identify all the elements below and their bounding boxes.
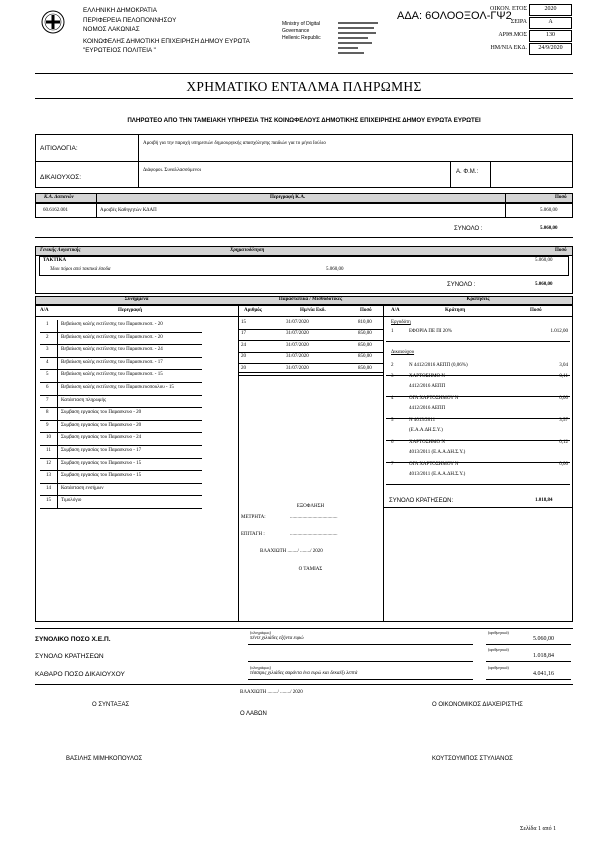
attachment-num: 11: [46, 447, 51, 453]
summary-underline: [248, 679, 473, 680]
summary-label: ΣΥΝΟΛΙΚΟ ΠΟΣΟ Χ.Ε.Π.: [35, 636, 111, 643]
withholdings-group-beneficiary: Δικαιούχου: [391, 350, 415, 355]
attachment-sep: [57, 396, 58, 408]
greek-emblem-icon: [41, 10, 65, 34]
withholding-amount: 0,12: [559, 440, 568, 445]
attachment-row: [40, 446, 202, 459]
org-line: ΕΛΛΗΝΙΚΗ ΔΗΜΟΚΡΑΤΙΑ: [83, 7, 157, 14]
meta-value: 130: [546, 32, 555, 38]
attachment-sep: [57, 433, 58, 445]
withholding-name: 4412/2016 ΑΕΠΠ: [409, 384, 446, 389]
withholding-num: 4: [391, 396, 394, 401]
exoflisi-label: ΕΞΟΦΛΗΣΗ: [296, 504, 325, 509]
ledger-sub-label: Ίδιοι πόροι από τακτικά έσοδα: [50, 267, 111, 272]
receipts-header: Παραστατικά / Μισθοδοτικές: [278, 297, 343, 302]
receipts-col-date: Ημ/νία Εκδ.: [300, 308, 326, 313]
attachment-desc: Βεβαίωση καλής εκτέλεσης του Παρασκευοπ. - 15: [61, 372, 163, 378]
attachment-sep: [57, 320, 58, 332]
receipts-date-line: ΒΛΑΧΙΩΤΗ ......../ ......../ 2020: [260, 549, 323, 554]
attachment-sep: [57, 471, 58, 483]
attachment-sep: [57, 370, 58, 382]
attachment-row: [40, 333, 202, 346]
ka-col-amount: Ποσό: [555, 195, 567, 200]
attachment-sep: [57, 333, 58, 345]
attachment-num: 13: [46, 473, 51, 479]
receipt-amount: 810,00: [358, 319, 372, 325]
attachment-row: [40, 383, 202, 396]
withholdings-col-name: Κράτηση: [445, 308, 466, 313]
summary-underline: [248, 661, 473, 662]
attachment-num: 7: [46, 397, 49, 403]
name-left: ΒΑΣΙΛΗΣ ΜΙΜΗΚΟΠΟΥΛΟΣ: [66, 756, 143, 762]
attachment-num: 15: [46, 498, 51, 504]
ledger-total: 5.060,00: [535, 282, 553, 287]
receipts-list: [238, 318, 383, 376]
summary-amount-line: [486, 679, 571, 680]
summary-amount: 4.041,16: [533, 671, 554, 677]
attachment-desc: Βεβαίωση καλής εκτέλεσης του Παρασκευοπ. - 17: [61, 359, 163, 365]
attachment-sep: [57, 484, 58, 496]
aitiologia-value: Αμοιβή για την παροχή υπηρεσιών δημιουργικής απασχόλησης παιδιών για το μήνα Ιούλιο: [143, 141, 326, 146]
signature-stamp: [338, 20, 380, 56]
ledger-sub-amount: 5.060,00: [326, 267, 344, 272]
withholding-num: 2: [391, 363, 394, 368]
attachment-row: [40, 433, 202, 446]
receipt-amount: 850,00: [358, 354, 372, 359]
attachment-desc: Βεβαίωση καλής εκτέλεσης του Παρασκευοπ. - 20: [61, 322, 163, 327]
withholdings-col-aa: Α/Α: [391, 308, 400, 313]
attachment-desc: Συμβαση εργασίας του Παρασκευο - 20: [61, 410, 142, 416]
attachment-desc: Βεβαίωση καλής εκτέλεσης του Παρασκευοπ. - 20: [61, 334, 163, 340]
attachment-row: [40, 345, 202, 358]
withholding-name: Ν 4013/2011: [409, 418, 436, 423]
withholding-name: ΕΦΟΡΙΑ ΠΕ ΠΙ 20%: [409, 329, 452, 334]
summary-num-hint: (αριθμητικά): [488, 647, 509, 652]
attachment-desc: Κατάσταση πληρωμής: [61, 397, 107, 403]
attachment-row: [40, 358, 202, 371]
signer-line: Hellenic Republic: [282, 35, 321, 41]
attachments-col-aa: Α/Α: [40, 308, 49, 313]
ka-total-label: ΣΥΝΟΛΟ :: [454, 226, 483, 232]
attachment-num: 12: [46, 460, 51, 466]
receipt-row: [238, 341, 383, 353]
withholding-num: 5: [391, 418, 394, 423]
dikaiouxos-value: Διάφοροι. Συναλλασσόμενοι: [143, 168, 201, 173]
attachment-sep: [57, 496, 58, 508]
attachment-desc: Βεβαίωση καλής εκτέλεσης του Παρασκευοπουλου - 15: [61, 384, 174, 390]
ada-code: ΑΔΑ: 6ΟΛΟΟΞΟΛ-ΓΨ2: [397, 10, 512, 22]
receipt-num: 17: [241, 331, 246, 336]
summary-words: πέντε χιλιάδες εξήντα ευρώ: [250, 636, 304, 641]
attachment-row: [40, 408, 202, 421]
receipt-row: [238, 364, 383, 376]
attachment-sep: [57, 383, 58, 395]
receipt-num: 15: [241, 319, 246, 325]
attachment-num: 6: [46, 384, 49, 390]
receipt-num: 20: [241, 365, 246, 371]
withholding-name: 4013/2011 (Ε.Α.Α.ΔΗ.Σ.Υ.): [409, 450, 466, 455]
org-line: ΚΟΙΝΩΦΕΛΗΣ ΔΗΜΟΤΙΚΗ ΕΠΙΧΕΙΡΗΣΗ ΔΗΜΟΥ ΕΥΡΩΤΑ: [83, 37, 250, 45]
withholding-num: 7: [391, 462, 394, 467]
receipt-num: 24: [241, 342, 246, 348]
attachments-col-desc: Περιγραφή: [118, 308, 143, 313]
withholding-num: 1: [391, 329, 394, 334]
digital-signature-block: [282, 21, 321, 42]
metrita-line: ......................................: [290, 515, 338, 520]
attachment-row: [40, 370, 202, 383]
summary-label: ΣΥΝΟΛΟ ΚΡΑΤΗΣΕΩΝ: [35, 653, 104, 660]
summary-num-hint: (αριθμητικά): [488, 630, 509, 635]
withholding-name: ΧΑΡΤΟΣΗΜΟ Ν: [409, 440, 446, 445]
attachment-sep: [57, 421, 58, 433]
attachment-row: [40, 484, 202, 497]
receipt-row: [238, 353, 383, 365]
attachment-num: 8: [46, 410, 49, 416]
tamias-label: Ο ΤΑΜΙΑΣ: [298, 567, 323, 572]
attachment-desc: Συμβαση εργασίας του Παρασκευο - 24: [61, 435, 142, 441]
receipts-col-amt: Ποσό: [360, 308, 372, 313]
dikaiouxos-label: ΔΙΚΑΙΟΥΧΟΣ:: [40, 174, 82, 181]
receipt-amount: 850,00: [358, 365, 372, 371]
meta-label: ΣΕΙΡΑ: [510, 19, 527, 25]
attachment-num: 14: [46, 485, 51, 491]
attachment-desc: Συμβαση εργασίας του Παρασκευο - 17: [61, 447, 142, 453]
ledger-col-amount: Ποσό: [555, 248, 567, 253]
ka-row-amount: 5.060,00: [540, 208, 558, 213]
attachment-desc: Συμβαση εργασίας του Παρασκευο - 15: [61, 473, 142, 479]
meta-value: 2020: [544, 6, 557, 12]
withholding-num: 6: [391, 440, 394, 445]
summary-words-hint: (ολογράφως): [250, 630, 271, 635]
summary-amount: 1.018,84: [533, 653, 554, 659]
receipt-amount: 850,00: [358, 342, 372, 348]
withholding-amount: 3,57: [559, 418, 568, 423]
page-title: ΧΡΗΜΑΤΙΚΟ ΕΝΤΑΛΜΑ ΠΛΗΡΩΜΗΣ: [186, 79, 422, 94]
org-lines: [83, 6, 250, 56]
withholding-name: (Ε.Α.Α.ΔΗ.Σ.Υ.): [409, 428, 443, 433]
summary-amount-line: [486, 644, 571, 645]
withholdings-col-amt: Ποσό: [530, 308, 542, 313]
attachment-row: [40, 496, 202, 509]
attachment-num: 1: [46, 322, 49, 327]
metrita-label: ΜΕΤΡΗΤΑ:: [241, 515, 266, 520]
ka-total: 5.060,00: [540, 226, 558, 231]
ledger-col-fin: Χρηματοδότηση: [230, 248, 265, 253]
meta-value: 24/9/2020: [538, 45, 563, 51]
summary-amount-line: [486, 661, 571, 662]
name-right: ΚΟΥΤΣΟΥΜΠΟΣ ΣΤΥΛΙΑΝΟΣ: [432, 756, 513, 762]
withholdings-header: Κρατήσεις: [466, 297, 490, 302]
withholding-amount: 1.012,00: [550, 329, 568, 334]
ledger-total-label: ΣΥΝΟΛΟ :: [447, 282, 476, 288]
attachment-sep: [57, 408, 58, 420]
attachment-num: 2: [46, 334, 49, 340]
withholding-name: 4412/2016 ΑΕΠΠ: [409, 406, 446, 411]
syntaxas-label: Ο ΣΥΝΤΑΞΑΣ: [92, 702, 130, 708]
epitagi-line: ......................................: [290, 532, 338, 537]
signer-line: Governance: [282, 28, 310, 34]
receipt-date: 31/07/2020: [286, 365, 309, 371]
receipt-amount: 850,00: [358, 331, 372, 336]
attachment-row: [40, 471, 202, 484]
meta-label: ΗΜ/ΝΙΑ ΕΚΔ.: [490, 45, 527, 51]
meta-value: Α: [548, 19, 553, 25]
summary-num-hint: (αριθμητικά): [488, 665, 509, 670]
ledger-category: ΤΑΚΤΙΚΑ: [43, 258, 67, 263]
meta-label: ΑΡΙΘ.ΜΟΣ: [498, 32, 527, 38]
attachment-desc: Κατάσταση ενσήμων: [61, 485, 104, 491]
withholding-sep: [386, 484, 570, 485]
epitagi-label: ΕΠΙΤΑΓΗ :: [241, 532, 265, 537]
page-footer: Σελίδα 1 από 1: [520, 826, 557, 832]
receipt-row: [238, 318, 383, 330]
attachment-sep: [57, 345, 58, 357]
attachment-row: [40, 320, 202, 333]
receipt-date: 31/07/2020: [286, 342, 309, 348]
attachment-sep: [57, 459, 58, 471]
withholding-amount: 0,00: [559, 396, 568, 401]
afm-label: Α. Φ.Μ.:: [456, 169, 479, 175]
attachments-list: [40, 320, 238, 509]
withholding-num: 3: [391, 374, 394, 379]
signer-line: Ministry of Digital: [282, 21, 321, 27]
attachment-row: [40, 421, 202, 434]
withholding-sep: [386, 341, 570, 342]
org-line: ΝΟΜΟΣ ΛΑΚΩΝΙΑΣ: [83, 26, 140, 33]
summary-amount: 5.060,00: [533, 636, 554, 642]
receipt-num: 20: [241, 354, 246, 359]
attachment-num: 5: [46, 372, 49, 378]
withholding-name: Ν 4412/2016 ΑΕΠΠ (0,06%): [409, 363, 468, 368]
withholdings-total: 1.018,84: [535, 498, 553, 503]
withholding-name: 4013/2011 (Ε.Α.Α.ΔΗ.Σ.Υ.): [409, 472, 466, 477]
summary-words: τέσσερις χιλιάδες σαράντα ένα ευρώ και δεκαέξι λεπτά: [250, 671, 358, 676]
receipt-row: [238, 330, 383, 342]
attachment-num: 3: [46, 347, 49, 353]
ledger-col-gen: Γενικής Λογιστικής: [40, 248, 81, 253]
attachment-desc: Συμβαση εργασίας του Παρασκευο - 20: [61, 422, 142, 428]
attachment-num: 9: [46, 422, 49, 428]
withholding-name: ΧΑΡΤΟΣΗΜΟ Ν: [409, 374, 446, 379]
attachment-desc: Τιμολόγιο: [61, 498, 82, 504]
attachment-num: 10: [46, 435, 51, 441]
summary-underline: [248, 644, 473, 645]
ka-row-code: 60.6162.001: [43, 208, 68, 213]
withholding-amount: 0,11: [559, 374, 568, 379]
withholding-name: ΟΓΑ ΧΑΡΤΟΣΗΜΟΥ Ν: [409, 396, 459, 401]
aitiologia-label: ΑΙΤΙΟΛΟΓΙΑ:: [40, 145, 78, 152]
withholding-name: ΟΓΑ ΧΑΡΤΟΣΗΜΟΥ Ν: [409, 462, 459, 467]
attachment-desc: Συμβαση εργασίας του Παρασκευο - 15: [61, 460, 142, 466]
attachment-sep: [57, 358, 58, 370]
attachment-row: [40, 396, 202, 409]
oikonomikos-label: Ο ΟΙΚΟΝΟΜΙΚΟΣ ΔΙΑΧΕΙΡΙΣΤΗΣ: [432, 702, 523, 708]
meta-label: ΟΙΚΟΝ. ΕΤΟΣ: [490, 6, 527, 12]
receipt-date: 31/07/2020: [286, 331, 309, 336]
org-line: ΠΕΡΙΦΕΡΕΙΑ ΠΕΛΟΠΟΝΝΗΣΟΥ: [83, 16, 177, 24]
receipt-date: 31/07/2020: [286, 319, 309, 325]
attachment-row: [40, 459, 202, 472]
payer-subtitle: ΠΛΗΡΩΤΕΟ ΑΠΟ ΤΗΝ ΤΑΜΕΙΑΚΗ ΥΠΗΡΕΣΙΑ ΤΗΣ ΚΟΙΝΩΦΕΛΟΥΣ ΔΗΜΟΤΙΚΗΣ ΕΠΙΧΕΙΡΗΣΗΣ ΔΗΜΟΥ ΕΥΡΩΤΑ ΕΥΡΩΤΕΙ: [127, 117, 481, 124]
summary-label: ΚΑΘΑΡΟ ΠΟΣΟ ΔΙΚΑΙΟΥΧΟΥ: [35, 671, 125, 678]
org-line: "ΕΥΡΩΤΕΙΟΣ ΠΟΛΙΤΕΙΑ ": [83, 47, 156, 54]
ka-col-code: Κ.Α. Δαπανών: [44, 195, 74, 200]
withholdings-group-employer: Εργοδότη: [391, 320, 411, 325]
receipt-date: 31/07/2020: [286, 354, 309, 359]
ka-col-desc: Περιγραφή Κ.Α.: [270, 195, 306, 200]
withholdings-total-label: ΣΥΝΟΛΟ ΚΡΑΤΗΣΕΩΝ:: [389, 498, 454, 504]
ledger-category-amount: 5.060,00: [535, 258, 553, 263]
summary-words-hint: (ολογράφως): [250, 665, 271, 670]
ka-row-desc: Αμοιβές Καθηγητών ΚΔΑΠ: [100, 208, 157, 213]
attachments-header: Συνημμένα: [124, 297, 149, 302]
withholding-amount: 3,04: [559, 363, 568, 368]
labon-label: Ο ΛΑΒΩΝ: [240, 711, 267, 717]
attachment-num: 4: [46, 359, 49, 365]
meta-table: [487, 4, 573, 56]
sig-date-line: ΒΛΑΧΙΩΤΗ ......../ ......../ 2020: [240, 690, 303, 695]
attachment-sep: [57, 446, 58, 458]
attachment-desc: Βεβαίωση καλής εκτέλεσης του Παρασκευοπ. - 24: [61, 347, 163, 353]
receipts-col-num: Αριθμός: [244, 308, 262, 313]
withholding-amount: 0,00: [559, 462, 568, 467]
